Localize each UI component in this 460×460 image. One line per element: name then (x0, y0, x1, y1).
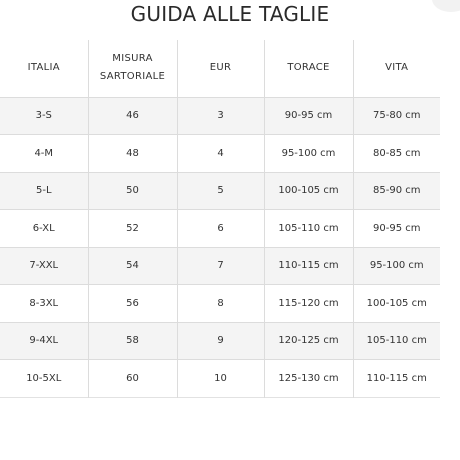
header-misura-sartoriale-text: MISURA SARTORIALE (99, 53, 166, 83)
cell-torace: 125-130 cm (264, 360, 353, 398)
size-table (0, 40, 440, 398)
cell-vita: 85-90 cm (353, 172, 440, 210)
table-body (0, 97, 440, 397)
header-vita: VITA (353, 40, 440, 97)
header-misura-sartoriale (88, 40, 177, 97)
cell-torace: 120-125 cm (264, 322, 353, 360)
table-row (0, 322, 440, 360)
table-row (0, 210, 440, 248)
cell-italia: 3-S (35, 110, 52, 122)
cell-vita: 80-85 cm (353, 135, 440, 173)
header-torace: TORACE (264, 40, 353, 97)
cell-eur: 9 (177, 322, 264, 360)
cell-torace: 105-110 cm (264, 210, 353, 248)
cell-vita: 90-95 cm (353, 210, 440, 248)
cell-italia: 9-4XL (29, 335, 59, 347)
cell-misura: 48 (88, 135, 177, 173)
cell-torace: 100-105 cm (264, 172, 353, 210)
cell-eur: 6 (177, 210, 264, 248)
cell-misura: 56 (88, 285, 177, 323)
cell-misura: 54 (88, 247, 177, 285)
cell-vita: 100-105 cm (353, 285, 440, 323)
table-row (0, 172, 440, 210)
cell-italia: 5-L (35, 185, 52, 197)
cell-misura: 50 (88, 172, 177, 210)
cell-misura: 52 (88, 210, 177, 248)
cell-vita: 105-110 cm (353, 322, 440, 360)
cell-vita: 95-100 cm (353, 247, 440, 285)
table-row (0, 285, 440, 323)
cell-misura: 60 (88, 360, 177, 398)
table-row (0, 247, 440, 285)
header-italia: ITALIA (27, 62, 60, 74)
table-header (0, 40, 440, 97)
cell-eur: 5 (177, 172, 264, 210)
cell-torace: 90-95 cm (264, 97, 353, 135)
cell-eur: 7 (177, 247, 264, 285)
cell-eur: 4 (177, 135, 264, 173)
table-row (0, 97, 440, 135)
cell-italia: 4-M (34, 147, 54, 159)
table-row (0, 360, 440, 398)
header-eur: EUR (177, 40, 264, 97)
page-title: GUIDA ALLE TAGLIE (130, 2, 330, 26)
cell-italia: 6-XL (32, 222, 55, 234)
cell-italia: 7-XXL (29, 260, 59, 272)
cell-italia: 10-5XL (26, 372, 62, 384)
cell-misura: 46 (88, 97, 177, 135)
cell-eur: 10 (177, 360, 264, 398)
cell-torace: 110-115 cm (264, 247, 353, 285)
cell-vita: 75-80 cm (353, 97, 440, 135)
header-row (0, 40, 440, 97)
cell-italia: 8-3XL (29, 297, 59, 309)
cell-eur: 8 (177, 285, 264, 323)
cell-misura: 58 (88, 322, 177, 360)
cell-torace: 95-100 cm (264, 135, 353, 173)
cell-torace: 115-120 cm (264, 285, 353, 323)
table-row (0, 135, 440, 173)
cell-vita: 110-115 cm (353, 360, 440, 398)
cell-eur: 3 (177, 97, 264, 135)
